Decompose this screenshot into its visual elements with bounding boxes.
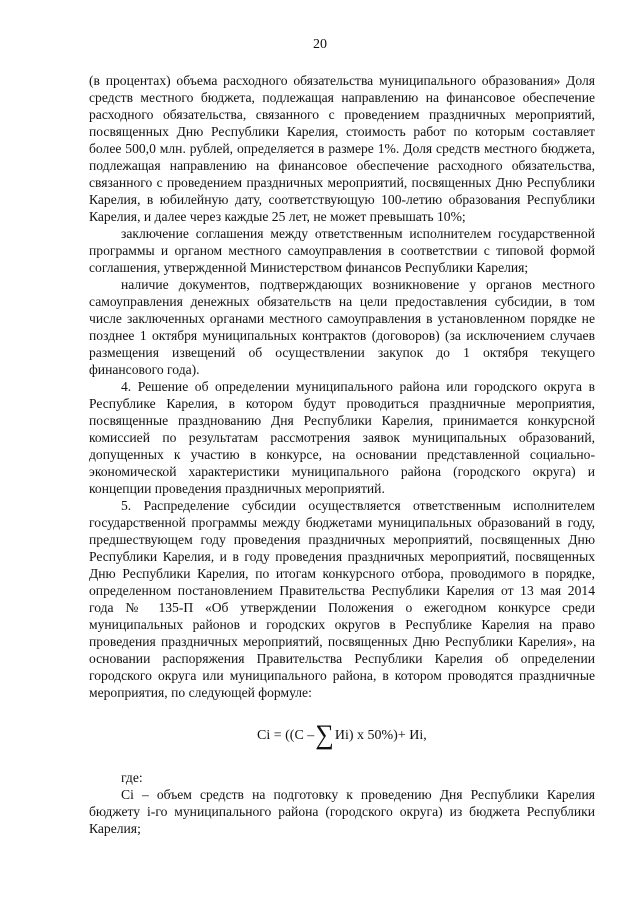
formula-right: Иi) x 50%)+ Иi, bbox=[334, 728, 427, 743]
paragraph-where: где: bbox=[121, 770, 143, 785]
paragraph-ci-definition: Ci – объем средств на подготовку к проведению Дня Республики Карелия бюджету i-го муниципального района (городского округа) из бюджета Республики Карелия; bbox=[89, 787, 595, 836]
sigma-symbol: ∑ bbox=[315, 719, 334, 750]
formula-expression bbox=[257, 719, 427, 750]
formula bbox=[89, 713, 595, 763]
paragraph-3: наличие документов, подтверждающих возникновение у органов местного самоуправления денежных обязательств на цели предоставления субсидии, в том числе заключенных органами местного самоуправления в установленном порядке не позднее 1 октября муниципальных контрактов (договоров) (за исключением случаев размещения извещений об осуществлении закупок до 1 октября текущего финансового года). bbox=[89, 277, 595, 377]
paragraph-1: (в процентах) объема расходного обязательства муниципального образования» Доля средств местного бюджета, подлежащая направлению на финансовое обеспечение расходного обязательства, связанного с проведением праздничных мероприятий, посвященных Дню Республики Карелия, стоимость работ по которым составляет более 500,0 млн. рублей, определяется в размере 1%. Доля средств местного бюджета, подлежащая направлению на финансовое обеспечение расходного обязательства, связанного с проведением праздничных мероприятий, посвященных Дню Республики Карелия, в юбилейную дату, соответствующую 100-летию образования Республики Карелия, и далее через каждые 25 лет, не может превышать 10%; bbox=[89, 73, 595, 224]
document-body bbox=[89, 72, 595, 837]
formula-left: Ci = ((C – bbox=[257, 728, 315, 743]
page-number: 20 bbox=[313, 37, 327, 52]
paragraph-2: заключение соглашения между ответственным исполнителем государственной программы и органом местного самоуправления в соответствии с типовой формой соглашения, утвержденной Министерством финансов Республики Карелия; bbox=[89, 226, 595, 275]
paragraph-5: 5. Распределение субсидии осуществляется ответственным исполнителем государственной программы между бюджетами муниципальных образований в году, предшествующем году проведения праздничных мероприятий, посвященных Дню Республики Карелия, и в году проведения праздничных мероприятий, посвященных Дню Республики Карелия, по итогам конкурсного отбора, проводимого в порядке, определенном постановлением Правительства Республики Карелия от 13 мая 2014 года № 135-П «Об утверждении Положения о ежегодном конкурсе среди муниципальных районов и городских округов в Республике Карелия на право проведения праздничных мероприятий, посвященных Дню Республики Карелия», на основании распоряжения Правительства Республики Карелия об определении городского округа или муниципального района, в котором проводятся праздничные мероприятия, по следующей формуле: bbox=[89, 498, 595, 700]
paragraph-4: 4. Решение об определении муниципального района или городского округа в Республике Карелия, в котором будут проводиться праздничные мероприятия, посвященные празднованию Дня Республики Карелия, принимается конкурсной комиссией по результатам рассмотрения заявок муниципальных образований, допущенных к участию в конкурсе, на основании представленной социально-экономической характеристики муниципального района (городского округа) и концепции проведения праздничных мероприятий. bbox=[89, 379, 595, 496]
